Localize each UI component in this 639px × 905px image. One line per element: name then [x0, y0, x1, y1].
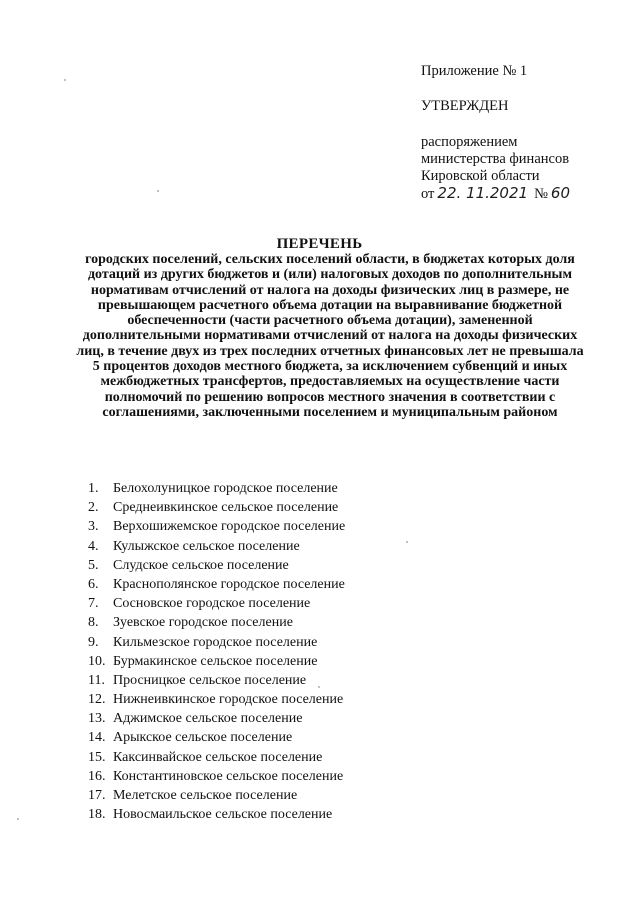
- list-item: [88, 671, 345, 690]
- list-item-number: 5.: [88, 557, 99, 573]
- list-item-name: Бурмакинское сельское поселение: [113, 653, 318, 669]
- list-item-number: 17.: [88, 788, 106, 803]
- scan-speck: [64, 79, 66, 81]
- list-item-name: Зуевское городское поселение: [113, 615, 293, 631]
- list-item-number: 2.: [88, 500, 99, 516]
- list-item: [88, 728, 345, 747]
- list-item-number: 11.: [88, 672, 105, 688]
- handwritten-number: 60: [550, 184, 570, 202]
- list-item-name: Новосмаильское сельское поселение: [113, 807, 333, 823]
- date-prefix: от: [421, 186, 435, 202]
- list-item: [88, 556, 345, 575]
- scan-speck: [17, 818, 19, 820]
- list-item: [88, 613, 345, 632]
- list-item-number: 16.: [88, 768, 106, 784]
- list-item-number: 7.: [88, 596, 99, 612]
- list-item: [88, 479, 345, 498]
- list-item: [88, 498, 345, 517]
- list-item-name: Верхошижемское городское поселение: [113, 519, 346, 535]
- list-item: [88, 575, 345, 594]
- list-item-number: 13.: [88, 711, 106, 727]
- list-item: [88, 748, 345, 767]
- list-item: [88, 652, 345, 671]
- list-item-number: 1.: [88, 481, 99, 496]
- list-item-name: Слудское сельское поселение: [113, 557, 289, 573]
- list-item-name: Кильмезское городское поселение: [113, 634, 318, 650]
- list-item-number: 12.: [88, 692, 106, 708]
- list-item-name: Среднеивкинское сельское поселение: [113, 500, 339, 516]
- order-reference: [421, 134, 570, 203]
- list-item-number: 15.: [88, 749, 106, 765]
- list-item-name: Белохолуницкое городское поселение: [113, 481, 338, 496]
- appendix-label: Приложение № 1: [421, 63, 528, 79]
- list-item: [88, 537, 345, 556]
- list-item-number: 3.: [88, 519, 99, 535]
- list-item: [88, 805, 345, 824]
- list-item: [88, 594, 345, 613]
- document-description: городских поселений, сельских поселений области, в бюджетах которых доля дотаций из других бюджетов и (или) налоговых доходов по дополнительным нормативам отчислений от налога на доходы физических лиц в размере, не превышающем расчетного объема дотации на выравнивание бюджетной обеспеченности (части расчетного объема дотации), замененной дополнительными нормативами отчислений от налога на доходы физических лиц, в течение двух из трех последних отчетных финансовых лет не превышала 5 процентов доходов местного бюджета, за исключением субвенций и иных межбюджетных трансфертов, предоставляемых на осуществление части полномочий по решению вопросов местного значения в соответствии с соглашениями, заключенными поселением и муниципальным районом: [76, 252, 584, 420]
- list-item-name: Краснополянское городское поселение: [113, 576, 345, 592]
- list-item-number: 14.: [88, 730, 106, 746]
- list-item: [88, 709, 345, 728]
- list-item-number: 8.: [88, 615, 99, 631]
- list-item-name: Кулыжское сельское поселение: [113, 538, 300, 554]
- list-item: [88, 767, 345, 786]
- scan-speck: [406, 541, 408, 543]
- list-item-number: 18.: [88, 807, 106, 823]
- approved-label: УТВЕРЖДЕН: [421, 98, 509, 114]
- list-item-name: Аджимское сельское поселение: [113, 711, 303, 727]
- number-prefix: №: [534, 186, 548, 202]
- list-item-name: Нижнеивкинское городское поселение: [113, 692, 344, 708]
- list-item: [88, 786, 345, 805]
- order-line: Кировской области: [421, 168, 540, 184]
- scan-speck: [157, 190, 159, 192]
- list-item-number: 4.: [88, 538, 99, 554]
- list-item-number: 9.: [88, 634, 99, 650]
- document-title: ПЕРЕЧЕНЬ: [276, 236, 363, 252]
- list-item: [88, 690, 345, 709]
- list-item-name: Арыкское сельское поселение: [113, 730, 293, 746]
- list-item-number: 6.: [88, 576, 99, 592]
- settlement-list: [88, 479, 345, 824]
- list-item-name: Сосновское городское поселение: [113, 596, 311, 612]
- list-item: [88, 633, 345, 652]
- list-item-name: Просницкое сельское поселение: [113, 672, 307, 688]
- list-item-name: Мелетское сельское поселение: [113, 788, 298, 803]
- order-line: министерства финансов: [421, 151, 570, 167]
- handwritten-date: 22. 11.2021: [437, 184, 529, 202]
- order-date-line: [421, 185, 570, 203]
- order-line: распоряжением: [421, 134, 518, 150]
- list-item-number: 10.: [88, 653, 106, 669]
- list-item-name: Константиновское сельское поселение: [113, 768, 344, 784]
- list-item: [88, 517, 345, 536]
- list-item-name: Каксинвайское сельское поселение: [113, 749, 323, 765]
